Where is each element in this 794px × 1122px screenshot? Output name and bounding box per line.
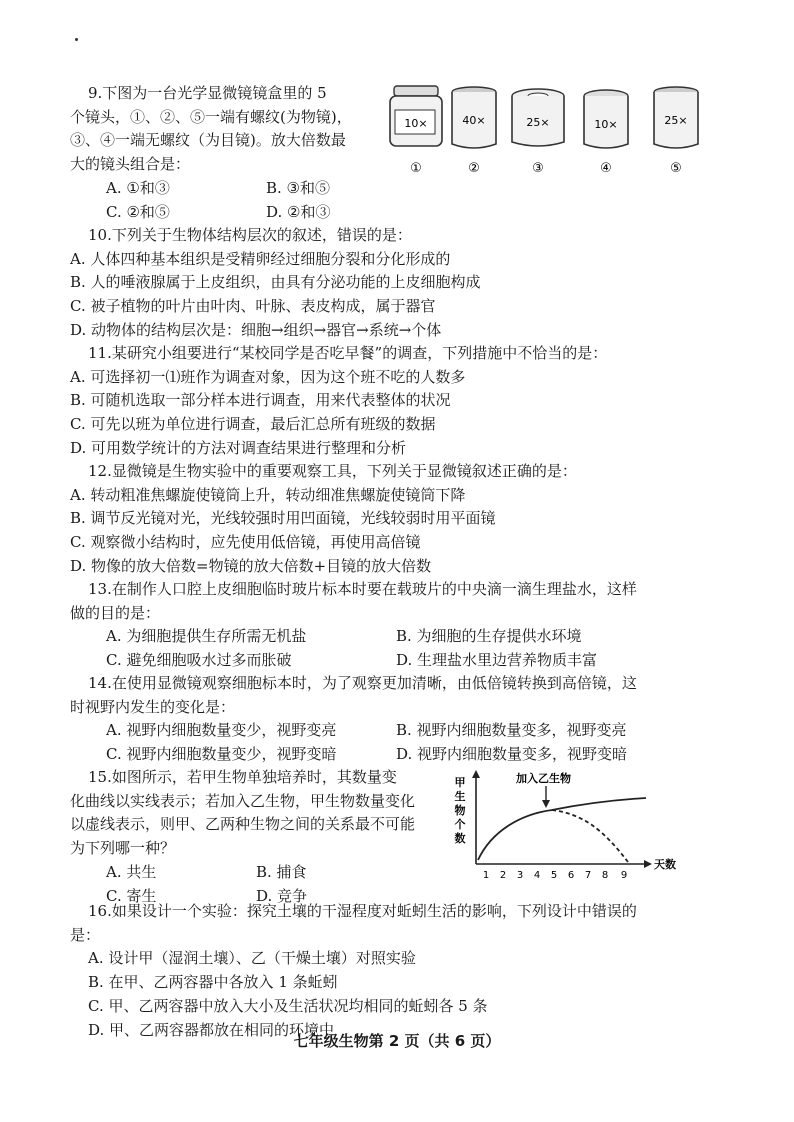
q9-stem-1: 9.下图为一台光学显微镜镜盒里的 5 [88, 84, 327, 102]
lens-4 [584, 90, 628, 176]
q13-option-d: D. 生理盐水里边营养物质丰富 [396, 651, 598, 670]
q10-option-a: A. 人体四种基本组织是受精卵经过细胞分裂和分化形成的 [70, 249, 451, 268]
q11-option-b: B. 可随机选取一部分样本进行调查，用来代表整体的状况 [70, 391, 451, 410]
x-tick-2: 2 [499, 870, 507, 881]
q12-option-d: D. 物像的放大倍数=物镜的放大倍数+目镜的放大倍数 [70, 556, 432, 575]
question-12 [70, 460, 708, 579]
lens-5-number: ⑤ [670, 161, 682, 176]
page-footer: 七年级生物第 2 页（共 6 页） [293, 1032, 501, 1050]
q10-option-c: C. 被子植物的叶片由叶肉、叶脉、表皮构成，属于器官 [70, 297, 436, 316]
lens-figure [386, 82, 712, 182]
x-tick-5: 5 [550, 870, 558, 881]
q9-option-b: B. ③和⑤ [266, 178, 331, 197]
lens-2-number: ② [468, 161, 480, 176]
q13-option-a: A. 为细胞提供生存所需无机盐 [106, 627, 307, 646]
population-graph [452, 770, 692, 888]
q14-options-row-1 [88, 719, 708, 743]
lens-1 [390, 86, 442, 176]
q9-stem-4: 大的镜头组合是： [70, 155, 191, 174]
q10-stem: 10.下列关于生物体结构层次的叙述，错误的是： [88, 226, 412, 244]
q9-stem-3: ③、④一端无螺纹（为目镜)。放大倍数最 [70, 131, 346, 150]
y-label-char-5: 数 [454, 832, 466, 845]
q11-option-d: D. 可用数学统计的方法对调查结果进行整理和分析 [70, 438, 407, 457]
q16-option-a: A. 设计甲（湿润土壤）、乙（干燥土壤）对照实验 [88, 949, 416, 968]
q14-stem-2: 时视野内发生的变化是： [70, 697, 236, 716]
q16-stem-1: 16.如果设计一个实验：探究土壤的干湿程度对蚯蚓生活的影响，下列设计中错误的 [88, 902, 637, 920]
q11-option-a: A. 可选择初一⑴班作为调查对象，因为这个班不吃的人数多 [70, 367, 466, 386]
y-axis-label [455, 776, 466, 845]
lens-3-number: ③ [532, 161, 544, 176]
q15-option-c: C. 寄生 [106, 886, 157, 905]
lens-5-mag: 25× [664, 114, 688, 127]
q9-option-a: A. ①和③ [106, 178, 170, 197]
solid-curve [478, 798, 646, 860]
q9-option-d: D. ②和③ [266, 202, 331, 221]
q10-option-d: D. 动物体的结构层次是：细胞→组织→器官→系统→个体 [70, 320, 442, 339]
question-11 [70, 342, 708, 461]
x-tick-8: 8 [601, 870, 609, 881]
question-15 [70, 766, 448, 908]
q16-stem-2: 是： [70, 925, 101, 944]
q15-option-b: B. 捕食 [256, 862, 307, 881]
scan-speck [75, 38, 78, 41]
q13-options-row-1 [88, 625, 708, 649]
q9-options-row-2 [88, 201, 388, 225]
lens-3-mag: 25× [526, 116, 550, 129]
q14-stem-1: 14.在使用显微镜观察细胞标本时，为了观察更加清晰，由低倍镜转换到高倍镜，这 [88, 674, 637, 692]
q16-option-d: D. 甲、乙两容器都放在相同的环境中 [88, 1020, 335, 1039]
y-label-char-4: 个 [454, 818, 466, 831]
q15-options-row-1 [88, 861, 448, 885]
q12-stem: 12.显微镜是生物实验中的重要观察工具，下列关于显微镜叙述正确的是： [88, 462, 577, 480]
x-tick-4: 4 [533, 870, 541, 881]
q14-option-b: B. 视野内细胞数量变多，视野变亮 [396, 721, 627, 740]
q13-stem-2: 做的目的是： [70, 603, 161, 622]
q12-option-c: C. 观察微小结构时，应先使用低倍镜，再使用高倍镜 [70, 533, 421, 552]
x-tick-3: 3 [516, 870, 524, 881]
x-ticks [483, 870, 627, 881]
lens-4-mag: 10× [594, 118, 618, 131]
question-14 [70, 672, 708, 767]
lens-1-mag: 10× [404, 117, 428, 130]
q13-stem-1: 13.在制作人口腔上皮细胞临时玻片标本时要在载玻片的中央滴一滴生理盐水，这样 [88, 580, 637, 598]
q13-options-row-2 [88, 649, 708, 673]
annotation-arrow-head [542, 800, 550, 808]
q15-stem-4: 为下列哪一种？ [70, 839, 176, 858]
lens-3 [512, 89, 564, 176]
x-tick-6: 6 [567, 870, 575, 881]
lens-4-number: ④ [600, 161, 612, 176]
y-label-char-2: 生 [454, 790, 466, 803]
q15-option-a: A. 共生 [106, 862, 157, 881]
lens-2-mag: 40× [462, 114, 486, 127]
lens-1-number: ① [410, 161, 422, 176]
q15-stem-3: 以虚线表示，则甲、乙两种生物之间的关系最不可能 [70, 815, 416, 834]
dashed-curve [552, 810, 628, 862]
q14-option-c: C. 视野内细胞数量变少，视野变暗 [106, 745, 337, 764]
annotation-label: 加入乙生物 [516, 772, 571, 785]
q14-option-a: A. 视野内细胞数量变少，视野变亮 [106, 721, 337, 740]
q16-option-b: B. 在甲、乙两容器中各放入 1 条蚯蚓 [88, 973, 338, 992]
x-axis-arrow [644, 860, 652, 868]
q14-option-d: D. 视野内细胞数量变多，视野变暗 [396, 745, 628, 764]
question-16 [70, 900, 708, 1042]
question-10 [70, 224, 708, 343]
q9-stem-2: 个镜头，①、②、⑤一端有螺纹(为物镜)， [70, 107, 352, 126]
q11-option-c: C. 可先以班为单位进行调查，最后汇总所有班级的数据 [70, 415, 436, 434]
lens-2 [452, 87, 496, 176]
q13-option-c: C. 避免细胞吸水过多而胀破 [106, 651, 292, 670]
q14-options-row-2 [88, 743, 708, 767]
x-tick-7: 7 [584, 870, 592, 881]
y-axis-arrow [472, 770, 480, 778]
q9-option-c: C. ②和⑤ [106, 202, 170, 221]
q9-options-row-1 [88, 177, 388, 201]
q12-option-a: A. 转动粗准焦螺旋使镜筒上升，转动细准焦螺旋使镜筒下降 [70, 485, 466, 504]
q13-option-b: B. 为细胞的生存提供水环境 [396, 627, 582, 646]
question-13 [70, 578, 708, 673]
q15-option-d: D. 竞争 [256, 886, 308, 905]
q10-option-b: B. 人的唾液腺属于上皮组织，由具有分泌功能的上皮细胞构成 [70, 273, 481, 292]
q15-stem-2: 化曲线以实线表示；若加入乙生物，甲生物数量变化 [70, 791, 416, 810]
question-9 [70, 82, 388, 224]
q16-option-c: C. 甲、乙两容器中放入大小及生活状况均相同的蚯蚓各 5 条 [88, 996, 488, 1015]
y-label-char-3: 物 [454, 804, 466, 817]
x-tick-9: 9 [620, 870, 628, 881]
q15-stem-1: 15.如图所示，若甲生物单独培养时，其数量变 [88, 768, 397, 786]
y-label-char-1: 甲 [454, 776, 466, 789]
q12-option-b: B. 调节反光镜对光，光线较强时用凹面镜，光线较弱时用平面镜 [70, 509, 496, 528]
q11-stem: 11.某研究小组要进行“某校同学是否吃早餐”的调查，下列措施中不恰当的是： [88, 344, 608, 362]
lens-5 [654, 87, 698, 176]
x-axis-label: 天数 [654, 858, 676, 871]
x-tick-1: 1 [482, 870, 490, 881]
